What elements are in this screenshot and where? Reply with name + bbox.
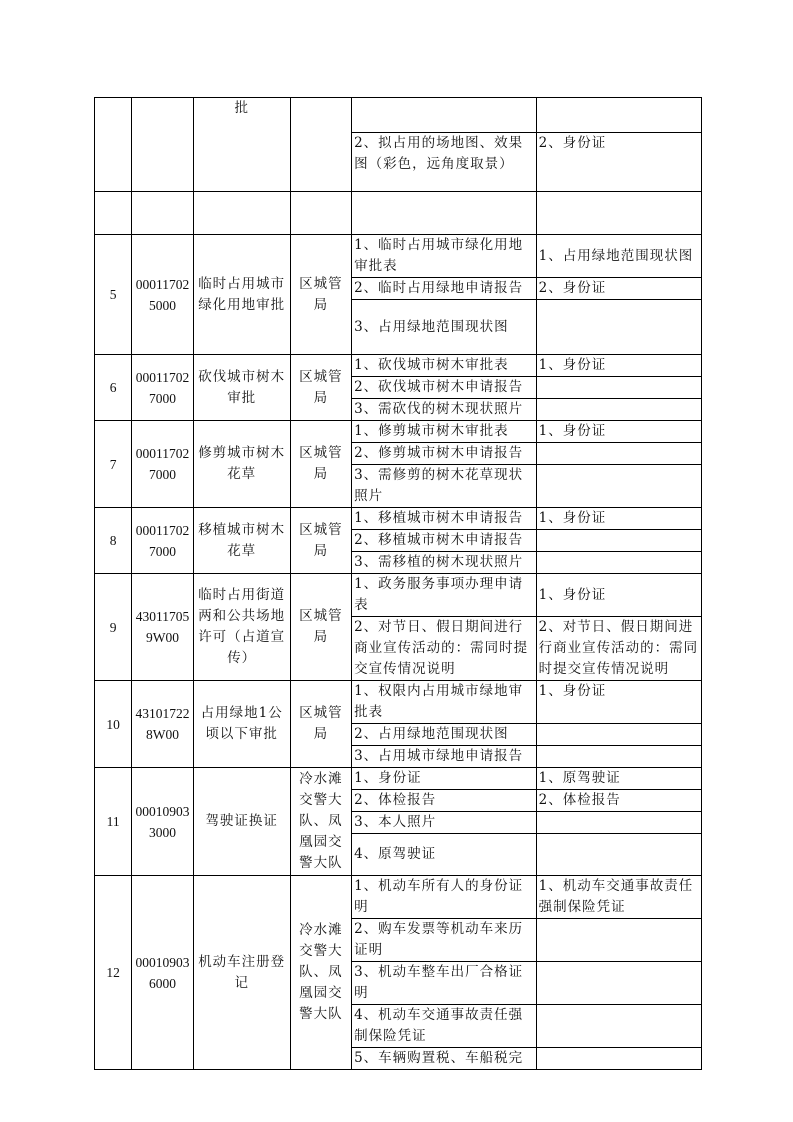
department: 区城管局 — [290, 508, 352, 574]
material-cell: 3、需修剪的树木花草现状照片 — [352, 465, 537, 508]
requirement-cell — [536, 812, 701, 834]
department: 冷水滩交警大队、凤凰园交警大队 — [290, 876, 352, 1070]
item-code — [132, 98, 194, 192]
requirement-cell: 2、体检报告 — [536, 790, 701, 812]
requirement-cell — [536, 530, 701, 552]
row-number: 8 — [95, 508, 132, 574]
row-number: 6 — [95, 355, 132, 421]
requirement-cell — [536, 834, 701, 876]
requirement-cell: 1、身份证 — [536, 574, 701, 617]
item-code: 000109036000 — [132, 876, 194, 1070]
row-number: 5 — [95, 235, 132, 355]
item-name: 批 — [193, 98, 290, 192]
table-row — [95, 681, 702, 724]
material-cell: 1、砍伐城市树木审批表 — [352, 355, 537, 377]
material-cell — [352, 98, 537, 133]
material-cell: 2、对节日、假日期间进行商业宣传活动的：需同时提交宣传情况说明 — [352, 617, 537, 681]
item-code: 430117059W00 — [132, 574, 194, 681]
requirement-cell — [536, 919, 701, 962]
requirement-cell — [536, 962, 701, 1005]
item-code: 000109033000 — [132, 768, 194, 876]
material-cell: 4、原驾驶证 — [352, 834, 537, 876]
row-number: 7 — [95, 421, 132, 508]
table-row — [95, 574, 702, 617]
item-name: 临时占用城市绿化用地审批 — [193, 235, 290, 355]
table-row — [95, 98, 702, 133]
table-row — [95, 192, 702, 235]
requirement-cell: 1、原驾驶证 — [536, 768, 701, 790]
requirement-cell — [536, 465, 701, 508]
row-number — [95, 98, 132, 192]
material-cell: 3、机动车整车出厂合格证明 — [352, 962, 537, 1005]
department: 区城管局 — [290, 355, 352, 421]
material-cell: 2、临时占用绿地申请报告 — [352, 278, 537, 300]
material-cell: 3、本人照片 — [352, 812, 537, 834]
item-code: 431017228W00 — [132, 681, 194, 768]
item-name: 占用绿地1公顷以下审批 — [193, 681, 290, 768]
requirement-cell — [536, 98, 701, 133]
material-cell: 2、修剪城市树木申请报告 — [352, 443, 537, 465]
material-cell: 3、占用城市绿地申请报告 — [352, 746, 537, 768]
department: 冷水滩交警大队、凤凰园交警大队 — [290, 768, 352, 876]
material-cell: 2、购车发票等机动车来历证明 — [352, 919, 537, 962]
item-name: 修剪城市树木花草 — [193, 421, 290, 508]
item-code: 000117025000 — [132, 235, 194, 355]
material-cell: 1、临时占用城市绿化用地审批表 — [352, 235, 537, 278]
material-cell: 3、需砍伐的树木现状照片 — [352, 399, 537, 421]
department: 区城管局 — [290, 421, 352, 508]
material-cell: 3、占用绿地范围现状图 — [352, 300, 537, 355]
requirement-cell — [536, 443, 701, 465]
table-row — [95, 876, 702, 919]
requirement-cell: 1、身份证 — [536, 355, 701, 377]
requirement-cell: 2、身份证 — [536, 278, 701, 300]
requirement-cell — [536, 1048, 701, 1070]
material-cell: 2、体检报告 — [352, 790, 537, 812]
requirement-cell — [536, 724, 701, 746]
requirement-cell — [536, 746, 701, 768]
requirement-cell — [536, 552, 701, 574]
row-number: 9 — [95, 574, 132, 681]
department: 区城管局 — [290, 235, 352, 355]
material-cell: 1、修剪城市树木审批表 — [352, 421, 537, 443]
requirement-cell — [536, 399, 701, 421]
row-number: 10 — [95, 681, 132, 768]
material-cell: 1、身份证 — [352, 768, 537, 790]
table-row — [95, 355, 702, 377]
item-code: 000117027000 — [132, 355, 194, 421]
table-row — [95, 421, 702, 443]
item-code: 000117027000 — [132, 508, 194, 574]
material-cell: 2、移植城市树木申请报告 — [352, 530, 537, 552]
department — [290, 98, 352, 192]
requirement-cell — [536, 1005, 701, 1048]
table-row — [95, 768, 702, 790]
row-number: 11 — [95, 768, 132, 876]
requirement-cell: 1、身份证 — [536, 681, 701, 724]
item-name: 机动车注册登记 — [193, 876, 290, 1070]
material-cell: 2、占用绿地范围现状图 — [352, 724, 537, 746]
row-number: 12 — [95, 876, 132, 1070]
table-row — [95, 508, 702, 530]
material-cell: 1、政务服务事项办理申请表 — [352, 574, 537, 617]
item-name: 临时占用街道两和公共场地许可（占道宣传） — [193, 574, 290, 681]
material-cell: 2、拟占用的场地图、效果图（彩色，远角度取景） — [352, 133, 537, 192]
item-code: 000117027000 — [132, 421, 194, 508]
department: 区城管局 — [290, 574, 352, 681]
material-cell: 1、机动车所有人的身份证明 — [352, 876, 537, 919]
requirement-cell: 2、对节日、假日期间进行商业宣传活动的：需同时提交宣传情况说明 — [536, 617, 701, 681]
item-name: 驾驶证换证 — [193, 768, 290, 876]
requirement-cell — [536, 300, 701, 355]
requirement-cell: 1、身份证 — [536, 421, 701, 443]
item-name: 砍伐城市树木审批 — [193, 355, 290, 421]
table-row — [95, 235, 702, 278]
requirement-cell: 1、机动车交通事故责任强制保险凭证 — [536, 876, 701, 919]
department: 区城管局 — [290, 681, 352, 768]
material-cell: 4、机动车交通事故责任强制保险凭证 — [352, 1005, 537, 1048]
material-cell: 1、移植城市树木申请报告 — [352, 508, 537, 530]
material-cell: 1、权限内占用城市绿地审批表 — [352, 681, 537, 724]
requirement-cell: 1、身份证 — [536, 508, 701, 530]
requirement-cell: 2、身份证 — [536, 133, 701, 192]
material-cell: 2、砍伐城市树木申请报告 — [352, 377, 537, 399]
material-cell: 5、车辆购置税、车船税完 — [352, 1048, 537, 1070]
requirement-cell — [536, 377, 701, 399]
material-cell: 3、需移植的树木现状照片 — [352, 552, 537, 574]
service-items-table — [94, 97, 702, 1070]
requirement-cell: 1、占用绿地范围现状图 — [536, 235, 701, 278]
item-name: 移植城市树木花草 — [193, 508, 290, 574]
